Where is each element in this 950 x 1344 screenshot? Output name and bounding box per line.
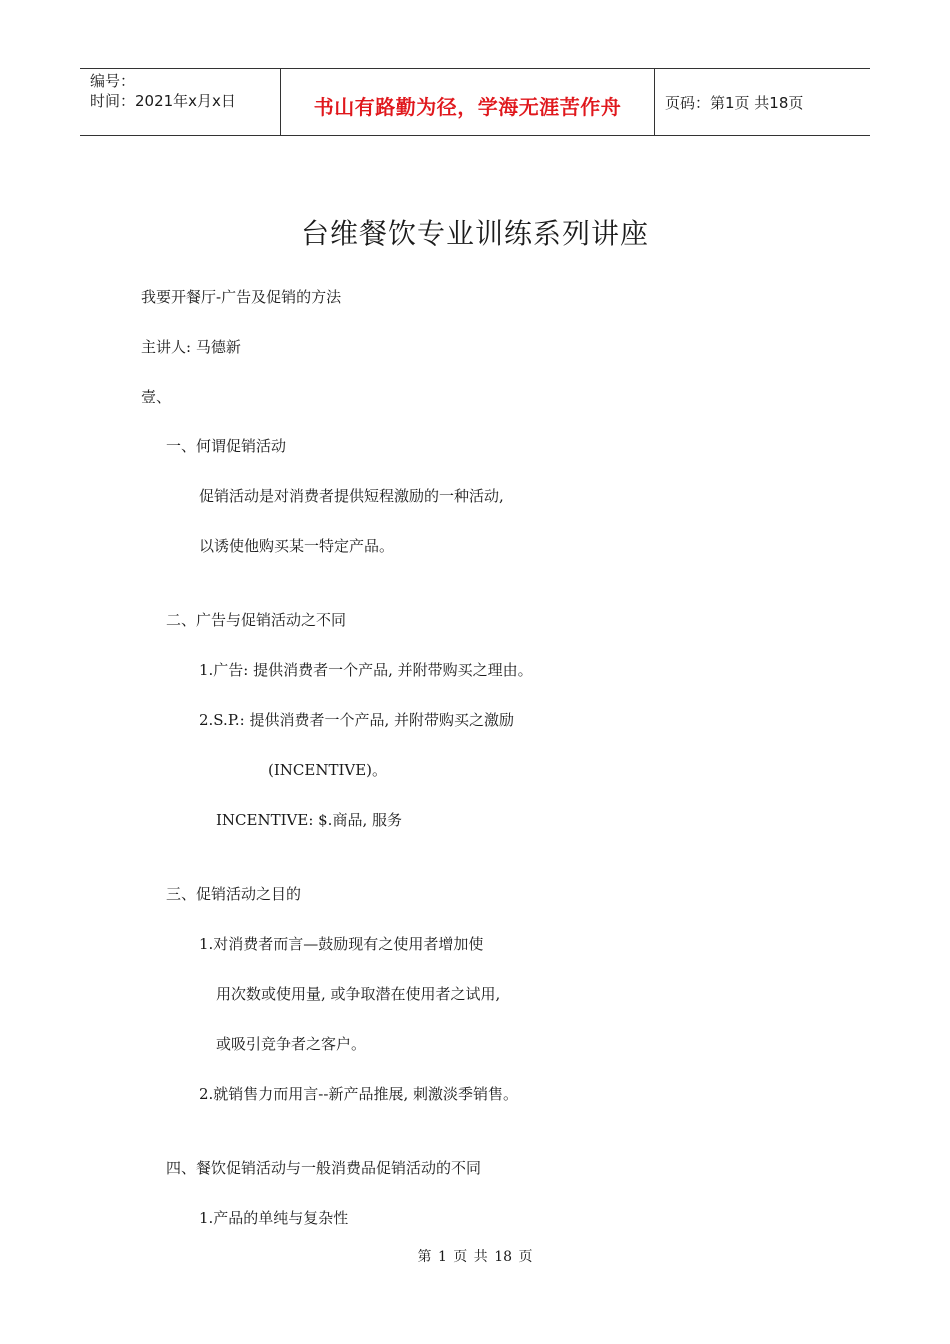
- header-page-info: 页码：第1页 共18页: [665, 93, 804, 112]
- list-item-continuation: 用次数或使用量, 或争取潜在使用者之试用,: [216, 985, 501, 1003]
- section-heading-4: 四、餐饮促销活动与一般消费品促销活动的不同: [166, 1159, 482, 1177]
- header-page-cell: [655, 69, 870, 135]
- section-marker: 壹、: [141, 388, 172, 406]
- list-item: 1.对消费者而言—鼓励现有之使用者增加使: [199, 935, 484, 953]
- list-item-continuation: 或吸引竞争者之客户。: [216, 1035, 367, 1053]
- list-item: 1.广告: 提供消费者一个产品, 并附带购买之理由。: [199, 661, 533, 679]
- page-footer: 第 1 页 共 18 页: [417, 1249, 533, 1265]
- subtitle-line: 我要开餐厅-广告及促销的方法: [141, 288, 342, 306]
- section-heading-3: 三、促销活动之目的: [166, 885, 302, 903]
- document-number-label: 编号：: [90, 72, 136, 90]
- body-line: 促销活动是对消费者提供短程激励的一种活动,: [199, 487, 504, 505]
- document-title: 台维餐饮专业训练系列讲座: [300, 217, 649, 250]
- section-heading-2: 二、广告与促销活动之不同: [166, 611, 347, 629]
- body-line: 以诱使他购买某一特定产品。: [199, 537, 395, 555]
- header-meta-cell: [80, 69, 281, 135]
- section-heading-1: 一、何谓促销活动: [166, 437, 287, 455]
- list-item: 2.S.P.: 提供消费者一个产品, 并附带购买之激励: [199, 711, 515, 729]
- list-item-continuation: (INCENTIVE)。: [268, 761, 388, 779]
- speaker-line: 主讲人: 马德新: [141, 338, 241, 356]
- document-header: [80, 68, 870, 136]
- header-motto: 书山有路勤为径，学海无涯苦作舟: [313, 94, 622, 119]
- note-line: INCENTIVE: $.商品, 服务: [216, 811, 402, 829]
- header-motto-cell: [281, 69, 655, 135]
- list-item: 1.产品的单纯与复杂性: [199, 1209, 349, 1227]
- list-item: 2.就销售力而用言--新产品推展, 刺激淡季销售。: [199, 1085, 518, 1103]
- document-date-label: 时间：2021年x月x日: [90, 92, 236, 110]
